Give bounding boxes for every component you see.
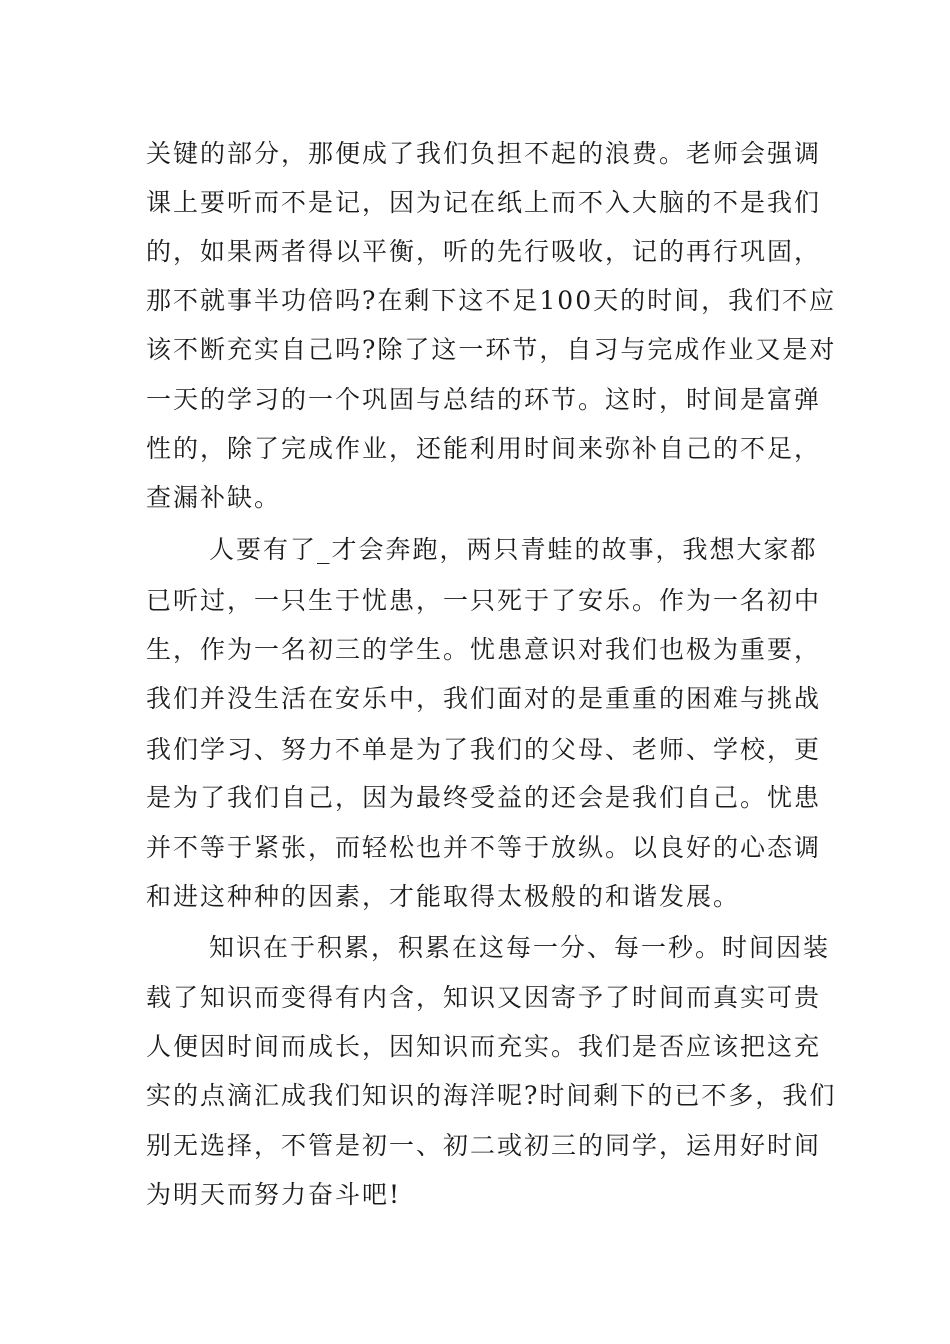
text-line: 实的点滴汇成我们知识的海洋呢?时间剩下的已不多，我们 [146,1081,837,1110]
paragraph-first-line: 人要有了_才会奔跑，两只青蛙的故事，我想大家都 [209,535,818,564]
text-line: 我们学习、努力不单是为了我们的父母、老师、学校，更 [146,735,822,764]
text-line: 关键的部分，那便成了我们负担不起的浪费。老师会强调 [146,139,822,168]
text-line: 该不断充实自己吗?除了这一环节，自习与完成作业又是对 [146,335,837,364]
text-line: 为明天而努力奋斗吧! [146,1180,402,1209]
text-line: 那不就事半功倍吗?在剩下这不足100天的时间，我们不应 [146,286,837,315]
text-line: 并不等于紧张，而轻松也并不等于放纵。以良好的心态调 [146,833,822,862]
text-line: 和进这种种的因素，才能取得太极般的和谐发展。 [146,882,741,911]
text-line: 载了知识而变得有内含，知识又因寄予了时间而真实可贵 [146,983,822,1012]
text-line: 性的，除了完成作业，还能利用时间来弥补自己的不足， [146,434,822,463]
text-line: 一天的学习的一个巩固与总结的环节。这时，时间是富弹 [146,385,822,414]
text-line: 生，作为一名初三的学生。忧患意识对我们也极为重要， [146,635,822,664]
text-line: 查漏补缺。 [146,483,282,512]
text-line: 的，如果两者得以平衡，听的先行吸收，记的再行巩固， [146,237,822,266]
text-line: 人便因时间而成长，因知识而充实。我们是否应该把这充 [146,1032,822,1061]
text-line: 我们并没生活在安乐中，我们面对的是重重的困难与挑战 [146,684,822,713]
text-line: 课上要听而不是记，因为记在纸上而不入大脑的不是我们 [146,188,822,217]
text-line: 已听过，一只生于忧患，一只死于了安乐。作为一名初中 [146,586,822,615]
paragraph-first-line: 知识在于积累，积累在这每一分、每一秒。时间因装 [209,933,831,962]
text-line: 是为了我们自己，因为最终受益的还会是我们自己。忧患 [146,783,822,812]
text-line: 别无选择，不管是初一、初二或初三的同学，运用好时间 [146,1131,822,1160]
